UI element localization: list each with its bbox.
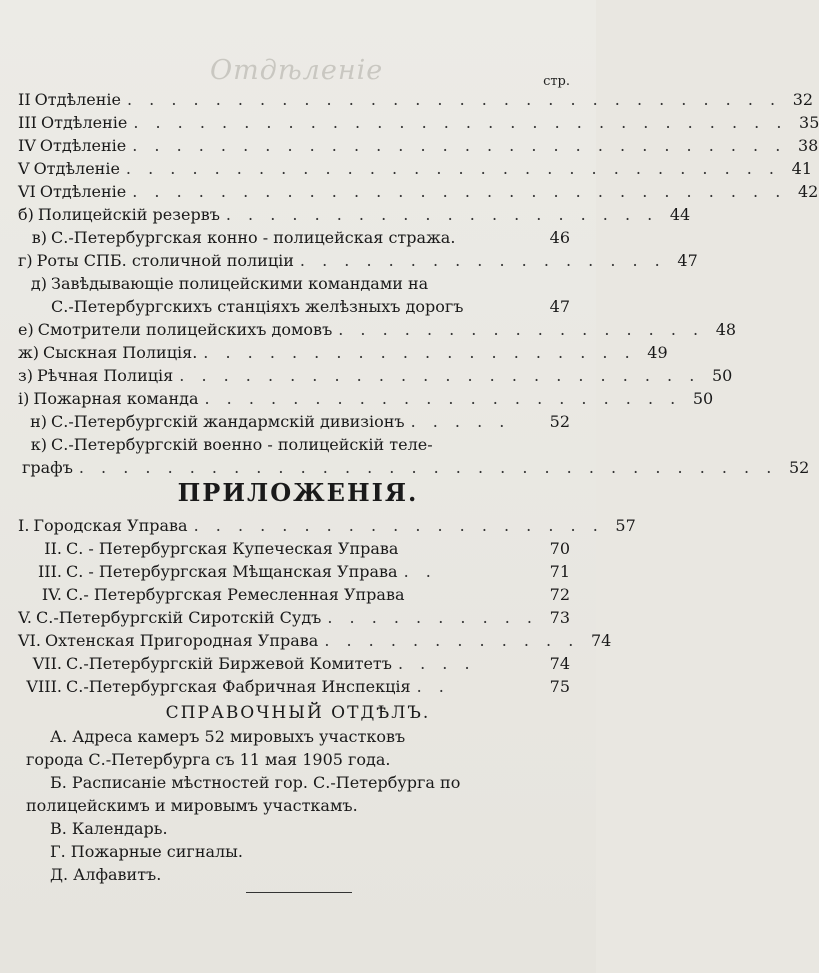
entry-mark: г)	[18, 251, 33, 270]
leader-dots: . . . . . . . . . . . .	[324, 631, 580, 650]
leader-dots: . . . . . . . . . . . . . . . . .	[299, 251, 666, 270]
entry-mark: в)	[31, 228, 47, 247]
entry-mark: д)	[30, 274, 47, 293]
entry-label: Отдѣленіе	[39, 182, 127, 201]
entry-page: 44	[669, 205, 691, 224]
entry-mark: VI.	[18, 631, 41, 650]
leader-dots: . .	[403, 562, 437, 581]
reference-item[interactable]: Г. Пожарные сигналы.	[50, 842, 243, 861]
entry-label: Отдѣленіе	[40, 113, 128, 132]
toc-entry[interactable]	[0, 159, 812, 178]
entry-label: С.- Петербургская Ремесленная Управа	[66, 585, 405, 604]
entry-label: Сыскная Полиція.	[42, 343, 198, 362]
entry-page: 32	[792, 90, 814, 109]
entry-mark: II	[18, 90, 31, 109]
entry-mark: з)	[18, 366, 33, 385]
entry-page: 52	[549, 412, 570, 431]
leader-dots: . . . . .	[410, 412, 511, 431]
entry-mark: IV.	[41, 585, 62, 604]
entry-mark: ж)	[18, 343, 39, 362]
toc-entry[interactable]	[0, 437, 570, 453]
appendix-entry[interactable]	[0, 656, 570, 672]
toc-entry[interactable]	[0, 343, 668, 362]
entry-page: 52	[788, 458, 810, 477]
toc-entry[interactable]	[0, 389, 714, 408]
entry-page: 57	[615, 516, 636, 535]
entry-page: 50	[692, 389, 714, 408]
entry-label: С.-Петербургскій военно - полицейскій теле-	[51, 435, 433, 454]
entry-mark: е)	[18, 320, 34, 339]
toc-entry[interactable]	[0, 366, 733, 385]
entry-label: С.-Петербургскихъ станціяхъ желѣзныхъ дорогъ	[51, 297, 464, 316]
entry-label: Отдѣленіе	[34, 90, 121, 109]
reference-item[interactable]: В. Календарь.	[50, 819, 168, 838]
leader-dots: . .	[416, 677, 450, 696]
entry-label: Роты СПБ. столичной полиціи	[36, 251, 294, 270]
entry-mark: н)	[30, 412, 47, 431]
toc-entry-continued[interactable]	[0, 299, 570, 315]
closing-rule	[246, 892, 352, 893]
appendix-entry[interactable]	[0, 631, 612, 650]
entry-mark: VI	[18, 182, 36, 201]
entry-page: 50	[711, 366, 733, 385]
entry-mark: VIII.	[26, 677, 62, 696]
entry-mark: III	[18, 113, 37, 132]
toc-entry[interactable]	[0, 136, 819, 155]
toc-entry[interactable]	[0, 230, 570, 246]
leader-dots: . . . . . . . . . . . . . . . . . . . . . . . . . . . . . . . .	[78, 458, 778, 477]
entry-page: 70	[549, 539, 570, 558]
entry-label: Рѣчная Полиція	[36, 366, 174, 385]
entry-page: 72	[549, 585, 570, 604]
entry-page: 35	[799, 113, 819, 132]
entry-mark: I.	[18, 516, 30, 535]
entry-page: 42	[797, 182, 819, 201]
entry-page: 75	[549, 677, 570, 696]
entry-page: 48	[715, 320, 737, 339]
leader-dots: . . . . . . . . . . . . . . . . . . . . . . . . . . . . . .	[125, 159, 780, 178]
entry-label: графъ	[22, 458, 73, 477]
entry-label: С.-Петербургская Фабричная Инспекція	[66, 677, 411, 696]
toc-entry[interactable]	[0, 205, 691, 224]
entry-label: С. - Петербургская Мѣщанская Управа	[66, 562, 398, 581]
entry-label: Охтенская Пригородная Управа	[44, 631, 319, 650]
entry-mark: IV	[18, 136, 36, 155]
entry-page: 47	[549, 297, 570, 316]
toc-entry[interactable]	[0, 113, 819, 132]
entry-label: Завѣдывающіе полицейскими командами на	[51, 274, 429, 293]
entry-page: 71	[549, 562, 570, 581]
toc-entry-continued[interactable]	[0, 458, 810, 477]
entry-label: Смотрители полицейскихъ домовъ	[37, 320, 333, 339]
reference-item[interactable]: А. Адреса камеръ 52 мировыхъ участковъ	[50, 727, 406, 746]
entry-page: 41	[791, 159, 812, 178]
appendix-heading: ПРИЛОЖЕНІЯ.	[177, 478, 419, 507]
leader-dots: . . . . . . . . . . . . . . . . .	[338, 320, 705, 339]
entry-mark: III.	[37, 562, 62, 581]
entry-page: 47	[677, 251, 698, 270]
leader-dots: . . . . . . . . . . . . . . . . . . . .	[203, 343, 636, 362]
reference-item-continued: полицейскимъ и мировымъ участкамъ.	[26, 796, 358, 815]
reference-item[interactable]: Б. Расписаніе мѣстностей гор. С.-Петербурга по	[50, 773, 461, 792]
entry-page: 74	[549, 654, 570, 673]
entry-page: 49	[647, 343, 668, 362]
entry-label: Отдѣленіе	[33, 159, 120, 178]
bleed-through-title: Отдѣленіе	[210, 55, 384, 86]
entry-mark: к)	[30, 435, 47, 454]
entry-label: Пожарная команда	[33, 389, 199, 408]
leader-dots: . . . . . . . . . . . . . . . . . . . . . . . . . . . . . .	[132, 136, 787, 155]
entry-mark: V	[18, 159, 30, 178]
appendix-entry[interactable]	[0, 564, 570, 580]
toc-entry[interactable]	[0, 414, 570, 430]
reference-heading: СПРАВОЧНЫЙ ОТДѢЛЪ.	[165, 703, 431, 723]
entry-page: 73	[549, 608, 570, 627]
appendix-entry[interactable]	[0, 610, 570, 626]
leader-dots: . . . . . . . . . . . . . . . . . . . .	[225, 205, 659, 224]
entry-label: С.-Петербургскій жандармскій дивизіонъ	[51, 412, 405, 431]
toc-entry[interactable]	[0, 182, 819, 201]
leader-dots: . . . . . . . . . .	[327, 608, 538, 627]
appendix-entry[interactable]	[0, 587, 570, 603]
leader-dots: . . . . . . . . . . . . . . . . . . . . . . . . . . . . . .	[133, 113, 788, 132]
leader-dots: . . . . . . . . . . . . . . . . . . .	[193, 516, 604, 535]
leader-dots: . . . . . . . . . . . . . . . . . . . . . . . . . . . . . .	[132, 182, 787, 201]
entry-mark: і)	[18, 389, 30, 408]
toc-entry[interactable]	[0, 90, 814, 109]
leader-dots: . . . . . . . . . . . . . . . . . . . . . . . . . . . . . .	[127, 90, 782, 109]
entry-label: С. - Петербургская Купеческая Управа	[66, 539, 399, 558]
toc-entry[interactable]	[0, 276, 570, 292]
toc-entry[interactable]	[0, 251, 698, 270]
appendix-entry[interactable]	[0, 541, 570, 557]
entry-label: Отдѣленіе	[39, 136, 127, 155]
entry-page: 46	[549, 228, 570, 247]
entry-label: С.-Петербургскій Сиротскій Судъ	[35, 608, 322, 627]
entry-mark: VII.	[32, 654, 62, 673]
entry-page: 38	[797, 136, 819, 155]
reference-item[interactable]: Д. Алфавитъ.	[50, 865, 162, 884]
leader-dots: . . . . . . . . . . . . . . . . . . . . . .	[204, 389, 682, 408]
entry-label: С.-Петербургскій Биржевой Комитетъ	[66, 654, 392, 673]
entry-mark: II.	[44, 539, 62, 558]
entry-page: 74	[590, 631, 612, 650]
reference-item-continued: города С.-Петербурга съ 11 мая 1905 года.	[26, 750, 391, 769]
entry-mark: V.	[18, 608, 32, 627]
appendix-entry[interactable]	[0, 516, 636, 535]
leader-dots: . . . .	[397, 654, 476, 673]
entry-label: Городская Управа	[33, 516, 188, 535]
page-column-header: стр.	[543, 74, 570, 89]
entry-label: Полицейскій резервъ	[37, 205, 220, 224]
appendix-entry[interactable]	[0, 679, 570, 695]
toc-entry[interactable]	[0, 320, 737, 339]
entry-label: С.-Петербургская конно - полицейская стража.	[51, 228, 456, 247]
leader-dots: . . . . . . . . . . . . . . . . . . . . . . . .	[179, 366, 701, 385]
entry-mark: б)	[18, 205, 34, 224]
